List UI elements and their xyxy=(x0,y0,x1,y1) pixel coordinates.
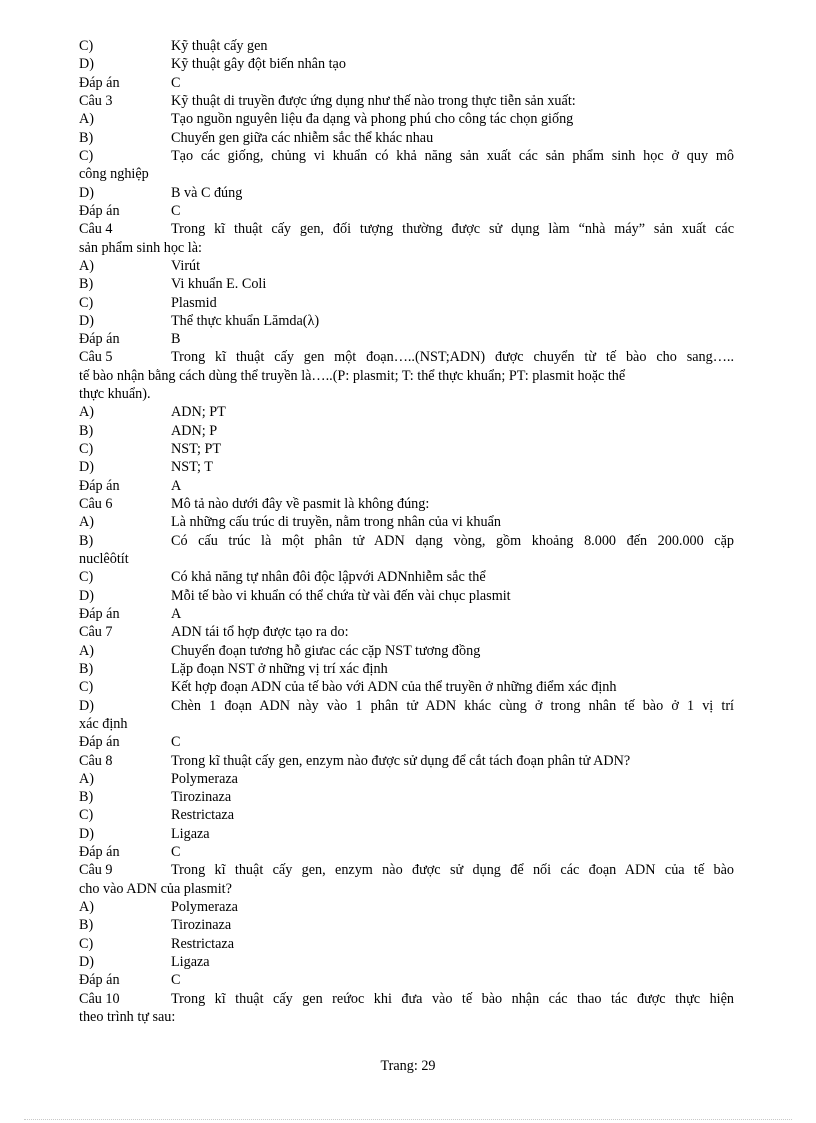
answer-label: Đáp án xyxy=(79,972,120,989)
question-text: Trong kĩ thuật cấy gen reứoc khi đưa vào tế bào nhận các thao tác được thực hiện xyxy=(171,990,734,1007)
option-text: B và C đúng xyxy=(171,184,243,201)
option-text: Tạo các giống, chủng vi khuẩn có khả năng sản xuất các sản phẩm sinh học ở quy mô xyxy=(171,147,734,164)
question-number: Câu 6 xyxy=(79,496,113,512)
answer-line xyxy=(79,477,734,495)
question-number: Câu 10 xyxy=(79,990,120,1007)
option-letter: C) xyxy=(79,441,94,457)
question-text: ADN tái tổ hợp được tạo ra do: xyxy=(171,624,349,641)
answer-value: C xyxy=(171,202,181,219)
option-letter: C) xyxy=(79,38,94,54)
option-text: Lặp đoạn NST ở những vị trí xác định xyxy=(171,660,388,677)
option-letter: D) xyxy=(79,184,94,201)
option-line xyxy=(79,770,734,788)
answer-label: Đáp án xyxy=(79,202,120,219)
answer-line xyxy=(79,843,734,861)
answer-line xyxy=(79,74,734,92)
option-line xyxy=(79,110,734,128)
option-text: Chuyển gen giữa các nhiễm sắc thể khác nhau xyxy=(171,129,434,146)
answer-value: C xyxy=(171,844,181,861)
option-line xyxy=(79,587,734,605)
option-line xyxy=(79,147,734,165)
answer-value: A xyxy=(171,477,182,494)
option-line xyxy=(79,129,734,147)
option-line xyxy=(79,660,734,678)
option-letter: B) xyxy=(79,660,94,677)
option-text: NST; PT xyxy=(171,441,222,457)
question-line xyxy=(79,990,734,1008)
option-letter: C) xyxy=(79,935,94,952)
option-line xyxy=(79,935,734,953)
option-letter: A) xyxy=(79,404,94,421)
question-line xyxy=(79,752,734,770)
option-line xyxy=(79,788,734,806)
continuation-text: sản phẩm sinh học là: xyxy=(79,239,202,256)
option-text: Tirozinaza xyxy=(171,789,232,806)
option-line xyxy=(79,257,734,275)
option-text: Chèn 1 đoạn ADN này vào 1 phân tử ADN khác cùng ở trong nhân tế bào ở 1 vị trí xyxy=(171,697,734,714)
question-text: Trong kĩ thuật cấy gen, enzym nào được sử dụng để cắt tách đoạn phân tử ADN? xyxy=(171,752,631,769)
option-letter: B) xyxy=(79,789,94,806)
option-line xyxy=(79,678,734,696)
option-letter: B) xyxy=(79,917,94,934)
option-text: Mỗi tế bào vi khuẩn có thể chứa từ vài đến vài chục plasmit xyxy=(171,587,511,604)
question-number: Câu 8 xyxy=(79,752,113,769)
option-text: Ligaza xyxy=(171,825,210,842)
question-line xyxy=(79,861,734,879)
continuation-text: theo trình tự sau: xyxy=(79,1009,176,1025)
continuation-line xyxy=(79,550,734,568)
option-letter: D) xyxy=(79,459,94,476)
question-text: Trong kĩ thuật cấy gen, enzym nào được sử dụng để nối các đoạn ADN của tế bào xyxy=(171,862,734,879)
option-text: Polymeraza xyxy=(171,770,238,787)
continuation-text: nuclêôtít xyxy=(79,551,129,567)
continuation-text: xác định xyxy=(79,715,128,732)
answer-value: A xyxy=(171,605,182,622)
option-text: Kết hợp đoạn ADN của tế bào với ADN của thể truyền ở những điểm xác định xyxy=(171,679,617,696)
option-line xyxy=(79,294,734,312)
option-letter: D) xyxy=(79,697,94,714)
question-text: Mô tả nào dưới đây về pasmit là không đúng: xyxy=(171,496,430,512)
option-letter: C) xyxy=(79,569,94,586)
option-text: Có cấu trúc là một phân tử ADN dạng vòng, gồm khoảng 8.000 đến 200.000 cặp xyxy=(171,532,734,549)
option-line xyxy=(79,953,734,971)
answer-line xyxy=(79,330,734,348)
continuation-line xyxy=(79,1008,734,1026)
option-line xyxy=(79,532,734,550)
answer-label: Đáp án xyxy=(79,477,120,494)
answer-line xyxy=(79,733,734,751)
option-text: Tạo nguồn nguyên liệu đa dạng và phong phú cho công tác chọn giống xyxy=(171,111,574,128)
answer-label: Đáp án xyxy=(79,605,120,622)
option-line xyxy=(79,825,734,843)
option-line xyxy=(79,898,734,916)
option-letter: C) xyxy=(79,294,94,311)
option-text: Tirozinaza xyxy=(171,917,232,934)
question-number: Câu 4 xyxy=(79,221,113,238)
option-letter: A) xyxy=(79,257,94,274)
continuation-text: tế bào nhận bằng cách dùng thể truyền là…..(P: plasmit; T: thể thực khuẩn; PT: plasmit hoặc thể xyxy=(79,367,626,384)
option-text: ADN; PT xyxy=(171,404,226,421)
option-text: Virút xyxy=(171,257,201,274)
option-letter: D) xyxy=(79,587,94,604)
question-number: Câu 9 xyxy=(79,862,113,879)
answer-line xyxy=(79,971,734,989)
continuation-line xyxy=(79,385,734,403)
continuation-line xyxy=(79,165,734,183)
answer-value: C xyxy=(171,972,181,989)
option-line xyxy=(79,37,734,55)
option-line xyxy=(79,697,734,715)
continuation-text: thực khuẩn). xyxy=(79,386,151,403)
continuation-text: cho vào ADN của plasmit? xyxy=(79,880,232,897)
option-letter: A) xyxy=(79,111,94,128)
answer-value: C xyxy=(171,734,181,751)
option-line xyxy=(79,440,734,458)
question-line xyxy=(79,348,734,366)
question-line xyxy=(79,92,734,110)
question-text: Trong kĩ thuật cấy gen, đối tượng thường được sử dụng làm “nhà máy” sản xuất các xyxy=(171,221,734,238)
option-letter: D) xyxy=(79,56,94,73)
option-letter: D) xyxy=(79,312,94,329)
page-number: Trang: 29 xyxy=(380,1058,436,1074)
answer-line xyxy=(79,202,734,220)
option-line xyxy=(79,642,734,660)
page-bottom-border xyxy=(24,1119,792,1120)
question-line xyxy=(79,220,734,238)
option-text: Plasmid xyxy=(171,294,217,311)
option-text: Polymeraza xyxy=(171,899,238,915)
continuation-line xyxy=(79,880,734,898)
option-line xyxy=(79,184,734,202)
option-letter: C) xyxy=(79,679,94,696)
option-text: NST; T xyxy=(171,459,213,476)
option-letter: A) xyxy=(79,642,94,659)
question-text: Kỹ thuật di truyền được ứng dụng như thế nào trong thực tiễn sản xuất: xyxy=(171,93,576,109)
answer-line xyxy=(79,605,734,623)
option-letter: B) xyxy=(79,422,94,439)
option-letter: C) xyxy=(79,807,94,824)
option-line xyxy=(79,916,734,934)
question-number: Câu 5 xyxy=(79,349,113,366)
answer-value: B xyxy=(171,331,181,348)
option-line xyxy=(79,513,734,531)
option-line xyxy=(79,568,734,586)
option-line xyxy=(79,806,734,824)
option-letter: A) xyxy=(79,899,94,915)
option-letter: B) xyxy=(79,129,94,146)
answer-label: Đáp án xyxy=(79,734,120,751)
option-line xyxy=(79,312,734,330)
option-text: Kỹ thuật cấy gen xyxy=(171,38,268,54)
option-line xyxy=(79,275,734,293)
answer-label: Đáp án xyxy=(79,331,120,348)
option-text: Chuyển đoạn tương hỗ giưac các cặp NST tương đồng xyxy=(171,642,481,659)
option-text: Thể thực khuẩn Lămda(λ) xyxy=(171,312,320,329)
option-line xyxy=(79,422,734,440)
option-letter: B) xyxy=(79,532,94,549)
option-text: Ligaza xyxy=(171,954,210,970)
question-line xyxy=(79,495,734,513)
option-line xyxy=(79,55,734,73)
option-letter: B) xyxy=(79,276,94,293)
option-letter: D) xyxy=(79,825,94,842)
option-text: Có khả năng tự nhân đôi độc lậpvới ADNnhiễm sắc thể xyxy=(171,569,486,586)
option-letter: A) xyxy=(79,770,94,787)
continuation-text: công nghiệp xyxy=(79,166,149,183)
option-text: Kỹ thuật gây đột biến nhân tạo xyxy=(171,56,346,73)
option-line xyxy=(79,458,734,476)
answer-label: Đáp án xyxy=(79,74,120,91)
continuation-line xyxy=(79,239,734,257)
option-letter: A) xyxy=(79,514,94,531)
option-text: Là những cấu trúc di truyền, nằm trong nhân của vi khuẩn xyxy=(171,514,501,531)
answer-label: Đáp án xyxy=(79,844,120,861)
option-text: ADN; P xyxy=(171,422,218,439)
continuation-line xyxy=(79,715,734,733)
question-text: Trong kĩ thuật cấy gen một đoạn…..(NST;ADN) được chuyển từ tế bào cho sang….. xyxy=(171,349,734,366)
option-letter: C) xyxy=(79,147,94,164)
option-line xyxy=(79,403,734,421)
option-text: Restrictaza xyxy=(171,935,235,952)
page-footer xyxy=(0,1057,816,1075)
continuation-line xyxy=(79,367,734,385)
option-text: Restrictaza xyxy=(171,807,235,824)
answer-value: C xyxy=(171,74,181,91)
question-line xyxy=(79,623,734,641)
question-number: Câu 3 xyxy=(79,93,113,109)
option-text: Vi khuẩn E. Coli xyxy=(171,276,267,293)
option-letter: D) xyxy=(79,954,94,970)
question-number: Câu 7 xyxy=(79,624,113,641)
